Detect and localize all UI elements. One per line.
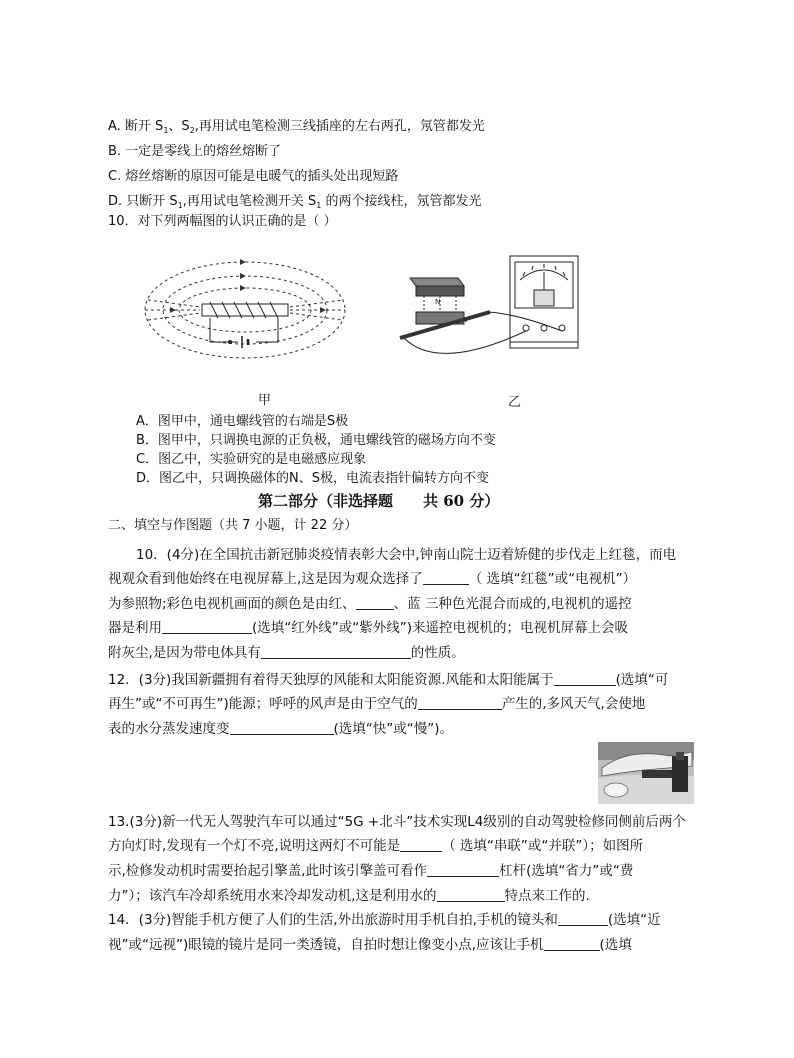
answer-blank[interactable] [418, 696, 502, 710]
q13-line-3: 示,检修发动机时需要抬起引擎盖,此时该引擎盖可看作 杠杆(选填“省力”或“费 [108, 863, 634, 879]
q12-line-3: 表的水分蒸发速度变 (选填“快”或“慢”)。 [108, 721, 454, 737]
q10-option-c: C．图乙中，实验研究的是电磁感应现象 [136, 452, 367, 467]
answer-blank[interactable] [554, 672, 616, 686]
q9-option-a: A. 断开 $S_1$、$S_2$,再用试电笔检测三线插座的左右两孔，氖管都发光 [108, 119, 485, 135]
q10-stem: 10．对下列两幅图的认识正确的是（ ） [108, 214, 337, 229]
q11-line-2: 视观众看到他始终在电视屏幕上,这是因为观众选择了 （ 选填“红毯”或“电视机”） [108, 571, 637, 587]
q10-option-b: B．图甲中，只调换电源的正负极，通电螺线管的磁场方向不变 [136, 433, 496, 448]
answer-blank[interactable] [356, 596, 394, 610]
q11-line-3: 为参照物;彩色电视机画面的颜色是由红、 、蓝 三种色光混合而成的,电视机的遥控 [108, 596, 632, 612]
answer-blank[interactable] [261, 645, 411, 659]
figure-label-yi: 乙 [508, 395, 522, 410]
car-engine-photo [598, 742, 694, 804]
q11-line-5: 附灰尘,是因为带电体具有 的性质。 [108, 645, 465, 661]
q12-line-2: 再生”或“不可再生”)能源；呼呼的风声是由于空气的 产生的,多风天气,会使地 [108, 696, 646, 712]
svg-text:N: N [435, 298, 441, 306]
answer-blank[interactable] [400, 838, 442, 852]
part2-heading: 第二部分（非选择题 共 60 分） [258, 492, 500, 510]
q14-line-2: 视”或“远视”)眼镜的镜片是同一类透镜，自拍时想让像变小点,应该让手机 (选填 [108, 937, 632, 953]
answer-blank[interactable] [427, 863, 499, 877]
q10-option-a: A．图甲中，通电螺线管的右端是S极 [136, 414, 349, 429]
solenoid-field-figure [140, 240, 350, 360]
answer-blank[interactable] [162, 620, 252, 634]
q10-option-d: D．图乙中，只调换磁体的N、S极，电流表指针偏转方向不变 [136, 471, 489, 486]
figure-label-jia: 甲 [258, 393, 272, 408]
q13-line-1: 13.(3分)新一代无人驾驶汽车可以通过“5G +北斗”技术实现L4级别的自动驾驶检修同侧前后两个 [108, 814, 686, 830]
q14-line-1: 14．(3分)智能手机方便了人们的生活,外出旅游时用手机自拍,手机的镜头和 (选填“近 [108, 912, 661, 928]
answer-blank[interactable] [423, 571, 469, 585]
answer-blank[interactable] [544, 937, 600, 951]
induction-figure [398, 252, 588, 382]
q9-option-d: D. 只断开 $S_1$,再用试电笔检测开关 $S_1$ 的两个接线柱，氖管都发光 [108, 194, 482, 210]
answer-blank[interactable] [230, 721, 334, 735]
answer-blank[interactable] [558, 912, 608, 926]
q9-option-c: C. 熔丝熔断的原因可能是电暖气的插头处出现短路 [108, 169, 399, 184]
q11-line-4: 器是利用 (选填“红外线”或“紫外线”)来遥控电视机的；电视机屏幕上会吸 [108, 620, 629, 636]
section-title: 二、填空与作图题（共 7 小题，计 22 分） [108, 518, 358, 533]
q12-line-1: 12．(3分)我国新疆拥有着得天独厚的风能和太阳能资源.风能和太阳能属于 (选填“可 [108, 672, 669, 688]
q11-line-1: 10．(4分)在全国抗击新冠肺炎疫情表彰大会中,钟南山院士迈着矫健的步伐走上红毯，而电 [136, 547, 677, 563]
answer-blank[interactable] [437, 888, 505, 902]
q13-line-4: 力”）；该汽车冷却系统用水来冷却发动机,这是利用水的 特点来工作的. [108, 888, 590, 904]
svg-text:v: v [464, 316, 469, 324]
q13-line-2: 方向灯时,发现有一个灯不亮,说明这两灯不可能是 （ 选填“串联”或“并联”）；如图所 [108, 838, 644, 854]
q9-option-b: B. 一定是零线上的熔丝熔断了 [108, 144, 282, 159]
